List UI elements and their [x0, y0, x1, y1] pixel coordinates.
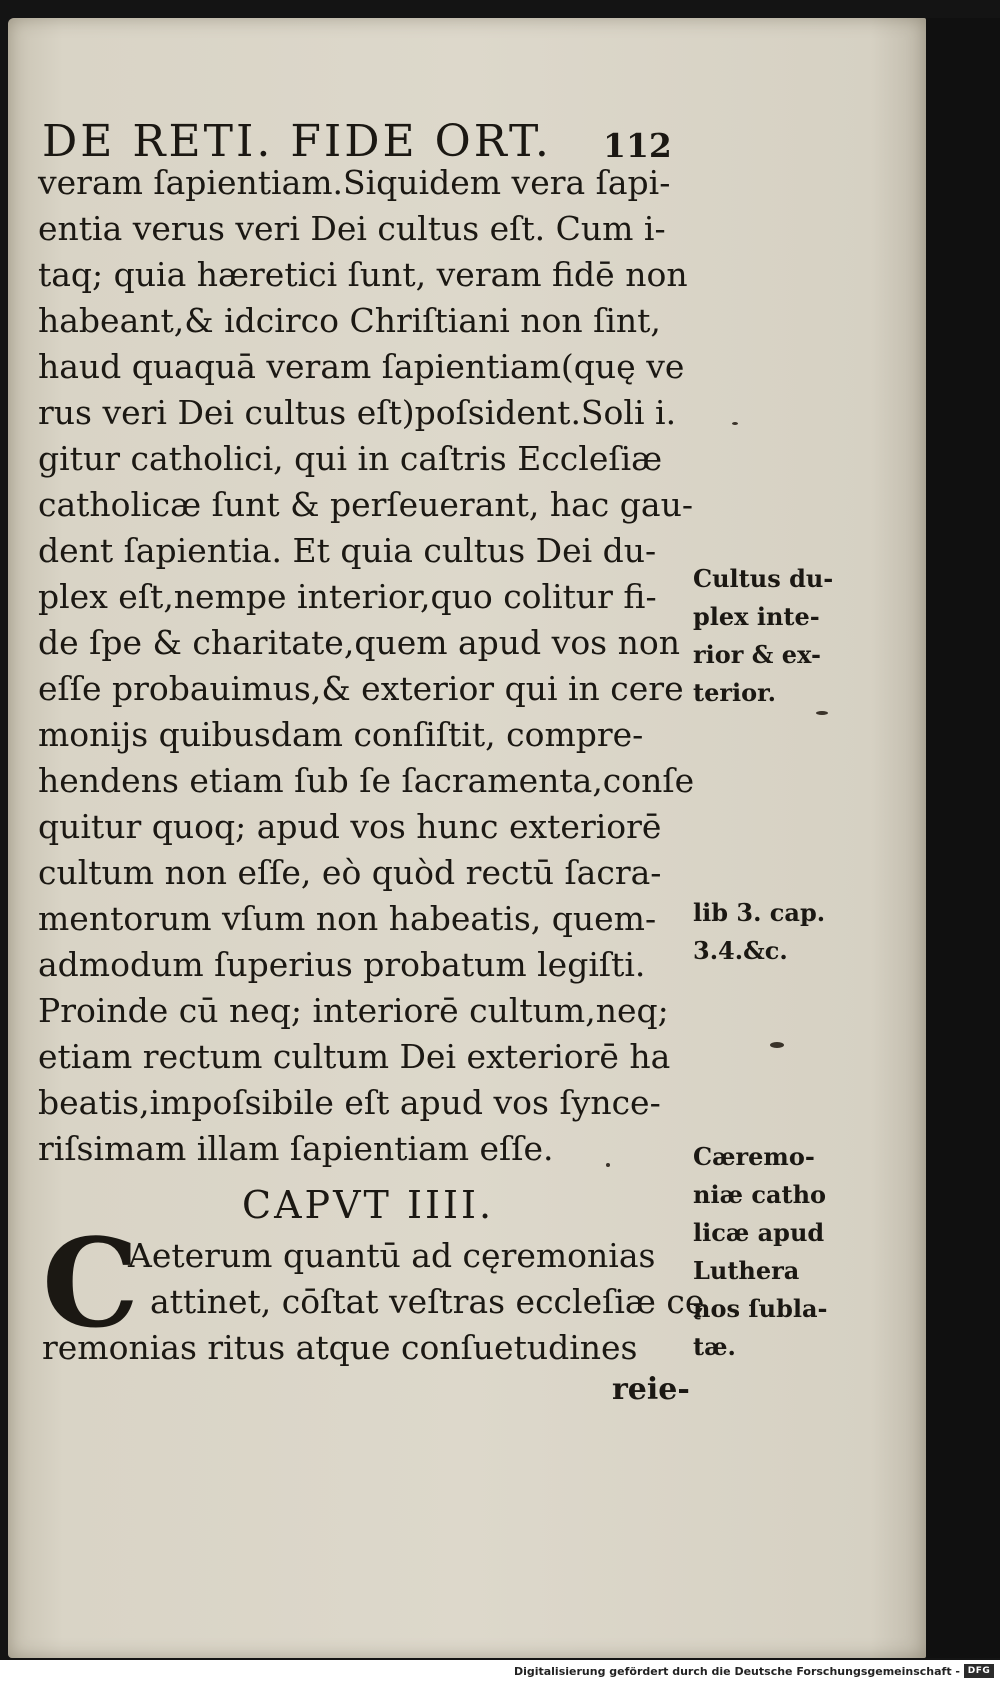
- ink-spot: [770, 1042, 784, 1048]
- ink-spot: [606, 1163, 610, 1167]
- chapter-line: remonias ritus atque conſuetudines: [42, 1328, 638, 1367]
- margin-note-line: Cultus du-: [693, 564, 834, 593]
- body-line: catholicæ ſunt & perſeuerant, hac gau-: [38, 485, 693, 524]
- margin-note-line: plex inte-: [693, 602, 820, 631]
- margin-note-line: 3.4.&c.: [693, 936, 788, 965]
- body-line: mentorum vſum non habeatis, quem-: [38, 899, 657, 938]
- margin-note-line: niæ catho: [693, 1180, 827, 1209]
- margin-note-line: licæ apud: [693, 1218, 825, 1247]
- body-line: Proinde cū neq; interiorē cultum,neq;: [38, 991, 669, 1030]
- dfg-logo: DFG: [964, 1664, 994, 1678]
- margin-note-line: lib 3. cap.: [693, 898, 826, 927]
- running-title: DE RETI. FIDE ORT.: [42, 116, 552, 167]
- body-line: habeant,& idcirco Chriſtiani non ſint,: [38, 301, 661, 340]
- body-line: quitur quoq; apud vos hunc exteriorē: [38, 807, 662, 846]
- margin-note-line: terior.: [693, 678, 776, 707]
- body-line: de ſpe & charitate,quem apud vos non: [38, 623, 680, 662]
- body-line: rus veri Dei cultus eſt)poſsident.Soli i.: [38, 393, 677, 432]
- body-line: beatis,impoſsibile eſt apud vos ſynce-: [38, 1083, 661, 1122]
- margin-note-line: tæ.: [693, 1332, 736, 1361]
- body-line: riſsimam illam ſapientiam eſſe.: [38, 1129, 554, 1168]
- body-line: monijs quibusdam conſiſtit, compre-: [38, 715, 644, 754]
- catchword: reie-: [612, 1372, 690, 1407]
- body-line: entia verus veri Dei cultus eſt. Cum i-: [38, 209, 666, 248]
- drop-cap: C: [42, 1211, 140, 1355]
- body-line: taq; quia hæretici ſunt, veram fidē non: [38, 255, 688, 294]
- chapter-heading: CAPVT IIII.: [242, 1183, 495, 1227]
- body-line: admodum ſuperius probatum legiſti.: [38, 945, 646, 984]
- body-line: eſſe probauimus,& exterior qui in cere: [38, 669, 684, 708]
- body-line: haud quaquā veram ſapientiam(quę ve: [38, 347, 685, 386]
- digitization-credit: Digitalisierung gefördert durch die Deutsche Forschungsgemeinschaft -: [513, 1665, 960, 1678]
- chapter-line: Aeterum quantū ad cęremonias: [128, 1236, 656, 1275]
- page-number: 112: [603, 126, 672, 165]
- body-line: cultum non eſſe, eò quòd rectū ſacra-: [38, 853, 662, 892]
- ink-spot: [732, 422, 738, 425]
- scan-edge-strip: [926, 18, 1000, 1658]
- body-line: dent ſapientia. Et quia cultus Dei du-: [38, 531, 657, 570]
- body-line: veram ſapientiam.Siquidem vera ſapi-: [38, 163, 671, 202]
- margin-note-line: Luthera: [693, 1256, 800, 1285]
- chapter-line: attinet, cōſtat veſtras eccleſiæ cę: [150, 1282, 705, 1321]
- margin-note-line: rior & ex-: [693, 640, 821, 669]
- margin-note-line: nos ſubla-: [693, 1294, 828, 1323]
- body-line: etiam rectum cultum Dei exteriorē ha: [38, 1037, 671, 1076]
- body-line: gitur catholici, qui in caſtris Eccleſiæ: [38, 439, 663, 478]
- ink-spot: [816, 711, 828, 715]
- margin-note-line: Cæremo-: [693, 1142, 815, 1171]
- body-line: hendens etiam ſub ſe ſacramenta,conſe: [38, 761, 695, 800]
- body-line: plex eſt,nempe interior,quo colitur fi-: [38, 577, 657, 616]
